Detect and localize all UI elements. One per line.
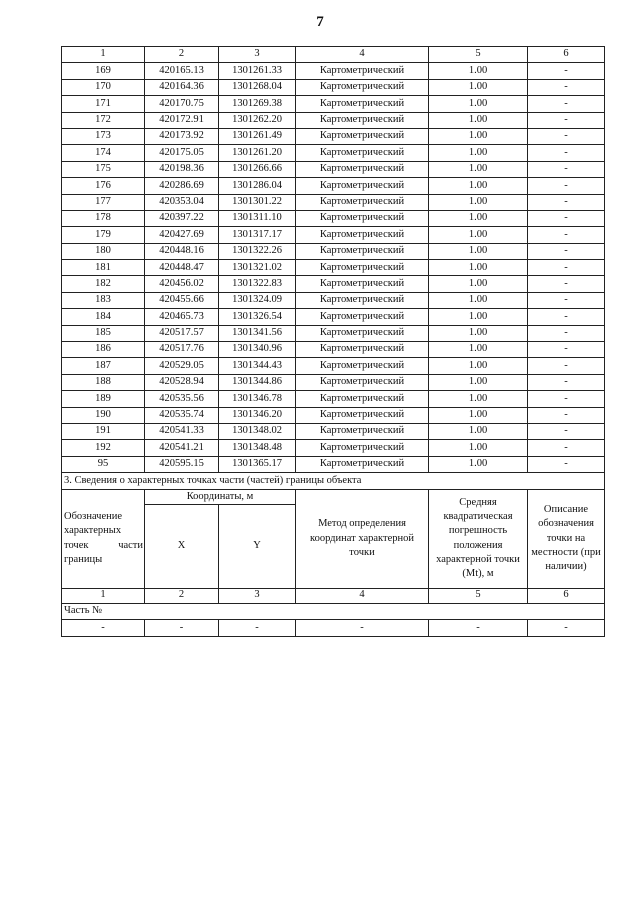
part-label: Часть № [62, 603, 605, 619]
method: Картометрический [296, 423, 429, 439]
table-row [62, 440, 605, 456]
table-row [62, 194, 605, 210]
page-number: 7 [316, 14, 324, 30]
coord-x: 420198.36 [145, 161, 219, 177]
coord-y: 1301268.04 [219, 79, 296, 95]
point-number: 183 [62, 292, 145, 308]
empty-cell: - [429, 620, 528, 636]
description: - [528, 128, 605, 144]
method: Картометрический [296, 374, 429, 390]
error: 1.00 [429, 374, 528, 390]
method: Картометрический [296, 407, 429, 423]
method: Картометрический [296, 210, 429, 226]
table-row [62, 358, 605, 374]
coord-y: 1301346.78 [219, 391, 296, 407]
coord-y: 1301317.17 [219, 227, 296, 243]
coord-y: 1301286.04 [219, 178, 296, 194]
description: - [528, 243, 605, 259]
coord-x: 420448.16 [145, 243, 219, 259]
coord-y: 1301311.10 [219, 210, 296, 226]
column-number: 5 [429, 588, 528, 603]
column-number-row [62, 47, 605, 63]
method: Картометрический [296, 292, 429, 308]
error: 1.00 [429, 358, 528, 374]
empty-row [62, 620, 605, 636]
point-number: 182 [62, 276, 145, 292]
table-row [62, 210, 605, 226]
method: Картометрический [296, 161, 429, 177]
coord-y: 1301269.38 [219, 96, 296, 112]
method: Картометрический [296, 391, 429, 407]
error: 1.00 [429, 112, 528, 128]
coord-y: 1301346.20 [219, 407, 296, 423]
point-number: 177 [62, 194, 145, 210]
coord-x: 420172.91 [145, 112, 219, 128]
coord-x: 420175.05 [145, 145, 219, 161]
coord-y: 1301348.48 [219, 440, 296, 456]
point-number: 184 [62, 309, 145, 325]
table-row [62, 391, 605, 407]
coord-y: 1301322.83 [219, 276, 296, 292]
error: 1.00 [429, 456, 528, 472]
column-number: 2 [145, 588, 219, 603]
table-row [62, 325, 605, 341]
table-row [62, 243, 605, 259]
coord-x: 420541.33 [145, 423, 219, 439]
coord-x: 420465.73 [145, 309, 219, 325]
table-row [62, 145, 605, 161]
table-row [62, 260, 605, 276]
section3-title: 3. Сведения о характерных точках части (частей) границы объекта [62, 473, 605, 489]
point-number: 169 [62, 63, 145, 79]
table-row [62, 456, 605, 472]
empty-cell: - [145, 620, 219, 636]
description: - [528, 325, 605, 341]
description-header: Описание обозначения точки на местности (при наличии) [528, 489, 605, 588]
coord-x: 420397.22 [145, 210, 219, 226]
error: 1.00 [429, 194, 528, 210]
x-header: X [145, 504, 219, 588]
method: Картометрический [296, 178, 429, 194]
section3-body [62, 473, 605, 636]
point-number: 188 [62, 374, 145, 390]
section3-title-row [62, 473, 605, 489]
table-row [62, 309, 605, 325]
description: - [528, 292, 605, 308]
top-table-body [62, 47, 605, 473]
coord-x: 420173.92 [145, 128, 219, 144]
description: - [528, 63, 605, 79]
table-row [62, 161, 605, 177]
column-number: 1 [62, 588, 145, 603]
table-row [62, 292, 605, 308]
description: - [528, 374, 605, 390]
point-number: 181 [62, 260, 145, 276]
error: 1.00 [429, 292, 528, 308]
coordinates-header: Координаты, м [145, 489, 296, 504]
coord-x: 420517.76 [145, 342, 219, 358]
coord-y: 1301326.54 [219, 309, 296, 325]
coord-x: 420448.47 [145, 260, 219, 276]
coord-y: 1301261.20 [219, 145, 296, 161]
error: 1.00 [429, 260, 528, 276]
point-number: 187 [62, 358, 145, 374]
table-row [62, 128, 605, 144]
table-row [62, 112, 605, 128]
description: - [528, 210, 605, 226]
description: - [528, 407, 605, 423]
method: Картометрический [296, 63, 429, 79]
method: Картометрический [296, 194, 429, 210]
column-number: 3 [219, 47, 296, 63]
method: Картометрический [296, 112, 429, 128]
description: - [528, 423, 605, 439]
coord-y: 1301321.02 [219, 260, 296, 276]
description: - [528, 194, 605, 210]
coord-x: 420170.75 [145, 96, 219, 112]
description: - [528, 276, 605, 292]
coord-y: 1301324.09 [219, 292, 296, 308]
error: 1.00 [429, 161, 528, 177]
coord-x: 420165.13 [145, 63, 219, 79]
coord-x: 420595.15 [145, 456, 219, 472]
coord-y: 1301262.20 [219, 112, 296, 128]
coord-y: 1301348.02 [219, 423, 296, 439]
table-row [62, 178, 605, 194]
description: - [528, 79, 605, 95]
coord-x: 420541.21 [145, 440, 219, 456]
column-number: 1 [62, 47, 145, 63]
description: - [528, 178, 605, 194]
error: 1.00 [429, 309, 528, 325]
column-number: 6 [528, 47, 605, 63]
description: - [528, 440, 605, 456]
method: Картометрический [296, 243, 429, 259]
point-number: 174 [62, 145, 145, 161]
method: Картометрический [296, 128, 429, 144]
method: Картометрический [296, 260, 429, 276]
point-number: 171 [62, 96, 145, 112]
point-number: 189 [62, 391, 145, 407]
column-number: 5 [429, 47, 528, 63]
coord-y: 1301365.17 [219, 456, 296, 472]
empty-cell: - [62, 620, 145, 636]
coord-x: 420517.57 [145, 325, 219, 341]
empty-cell: - [528, 620, 605, 636]
point-number: 170 [62, 79, 145, 95]
coord-x: 420529.05 [145, 358, 219, 374]
part-label-row [62, 603, 605, 619]
error: 1.00 [429, 440, 528, 456]
point-number: 190 [62, 407, 145, 423]
point-number: 186 [62, 342, 145, 358]
error: 1.00 [429, 243, 528, 259]
table-row [62, 407, 605, 423]
method: Картометрический [296, 227, 429, 243]
table-row [62, 276, 605, 292]
table-row [62, 63, 605, 79]
empty-cell: - [296, 620, 429, 636]
table-row [62, 374, 605, 390]
point-number: 180 [62, 243, 145, 259]
point-number: 191 [62, 423, 145, 439]
coord-x: 420286.69 [145, 178, 219, 194]
error: 1.00 [429, 325, 528, 341]
coord-y: 1301301.22 [219, 194, 296, 210]
column-number: 6 [528, 588, 605, 603]
error: 1.00 [429, 407, 528, 423]
description: - [528, 309, 605, 325]
description: - [528, 342, 605, 358]
method: Картометрический [296, 440, 429, 456]
description: - [528, 227, 605, 243]
coord-x: 420535.74 [145, 407, 219, 423]
table-row [62, 423, 605, 439]
coord-y: 1301261.49 [219, 128, 296, 144]
error: 1.00 [429, 227, 528, 243]
point-number: 173 [62, 128, 145, 144]
description: - [528, 391, 605, 407]
point-number: 176 [62, 178, 145, 194]
column-number: 2 [145, 47, 219, 63]
coord-y: 1301266.66 [219, 161, 296, 177]
method: Картометрический [296, 79, 429, 95]
error-header: Средняя квадратическая погрешность положения характерной точки (Mt), м [429, 489, 528, 588]
error: 1.00 [429, 178, 528, 194]
method: Картометрический [296, 96, 429, 112]
error: 1.00 [429, 391, 528, 407]
error: 1.00 [429, 79, 528, 95]
error: 1.00 [429, 276, 528, 292]
section3-header-row-1 [62, 489, 605, 504]
error: 1.00 [429, 63, 528, 79]
method: Картометрический [296, 309, 429, 325]
table-row [62, 96, 605, 112]
coord-y: 1301340.96 [219, 342, 296, 358]
coord-x: 420164.36 [145, 79, 219, 95]
point-number: 185 [62, 325, 145, 341]
coord-x: 420353.04 [145, 194, 219, 210]
table-row [62, 227, 605, 243]
boundary-points-table [61, 46, 605, 637]
description: - [528, 358, 605, 374]
coord-y: 1301344.43 [219, 358, 296, 374]
description: - [528, 456, 605, 472]
method: Картометрический [296, 276, 429, 292]
column-number: 3 [219, 588, 296, 603]
point-number: 95 [62, 456, 145, 472]
table-row [62, 79, 605, 95]
y-header: Y [219, 504, 296, 588]
point-number: 179 [62, 227, 145, 243]
method-header: Метод определения координат характерной точки [296, 489, 429, 588]
coord-x: 420427.69 [145, 227, 219, 243]
error: 1.00 [429, 145, 528, 161]
point-number: 192 [62, 440, 145, 456]
point-number: 172 [62, 112, 145, 128]
description: - [528, 112, 605, 128]
error: 1.00 [429, 423, 528, 439]
description: - [528, 260, 605, 276]
method: Картометрический [296, 325, 429, 341]
coord-y: 1301344.86 [219, 374, 296, 390]
method: Картометрический [296, 456, 429, 472]
column-number: 4 [296, 47, 429, 63]
coord-y: 1301322.26 [219, 243, 296, 259]
description: - [528, 161, 605, 177]
method: Картометрический [296, 145, 429, 161]
coord-x: 420455.66 [145, 292, 219, 308]
designation-header: Обозначение характерных точек части границы [62, 489, 145, 588]
coord-x: 420456.02 [145, 276, 219, 292]
table-row [62, 342, 605, 358]
method: Картометрический [296, 358, 429, 374]
error: 1.00 [429, 342, 528, 358]
coord-y: 1301261.33 [219, 63, 296, 79]
method: Картометрический [296, 342, 429, 358]
point-number: 175 [62, 161, 145, 177]
coord-y: 1301341.56 [219, 325, 296, 341]
error: 1.00 [429, 128, 528, 144]
description: - [528, 145, 605, 161]
column-number: 4 [296, 588, 429, 603]
empty-cell: - [219, 620, 296, 636]
coord-x: 420528.94 [145, 374, 219, 390]
point-number: 178 [62, 210, 145, 226]
section3-column-number-row [62, 588, 605, 603]
coord-x: 420535.56 [145, 391, 219, 407]
error: 1.00 [429, 210, 528, 226]
error: 1.00 [429, 96, 528, 112]
description: - [528, 96, 605, 112]
